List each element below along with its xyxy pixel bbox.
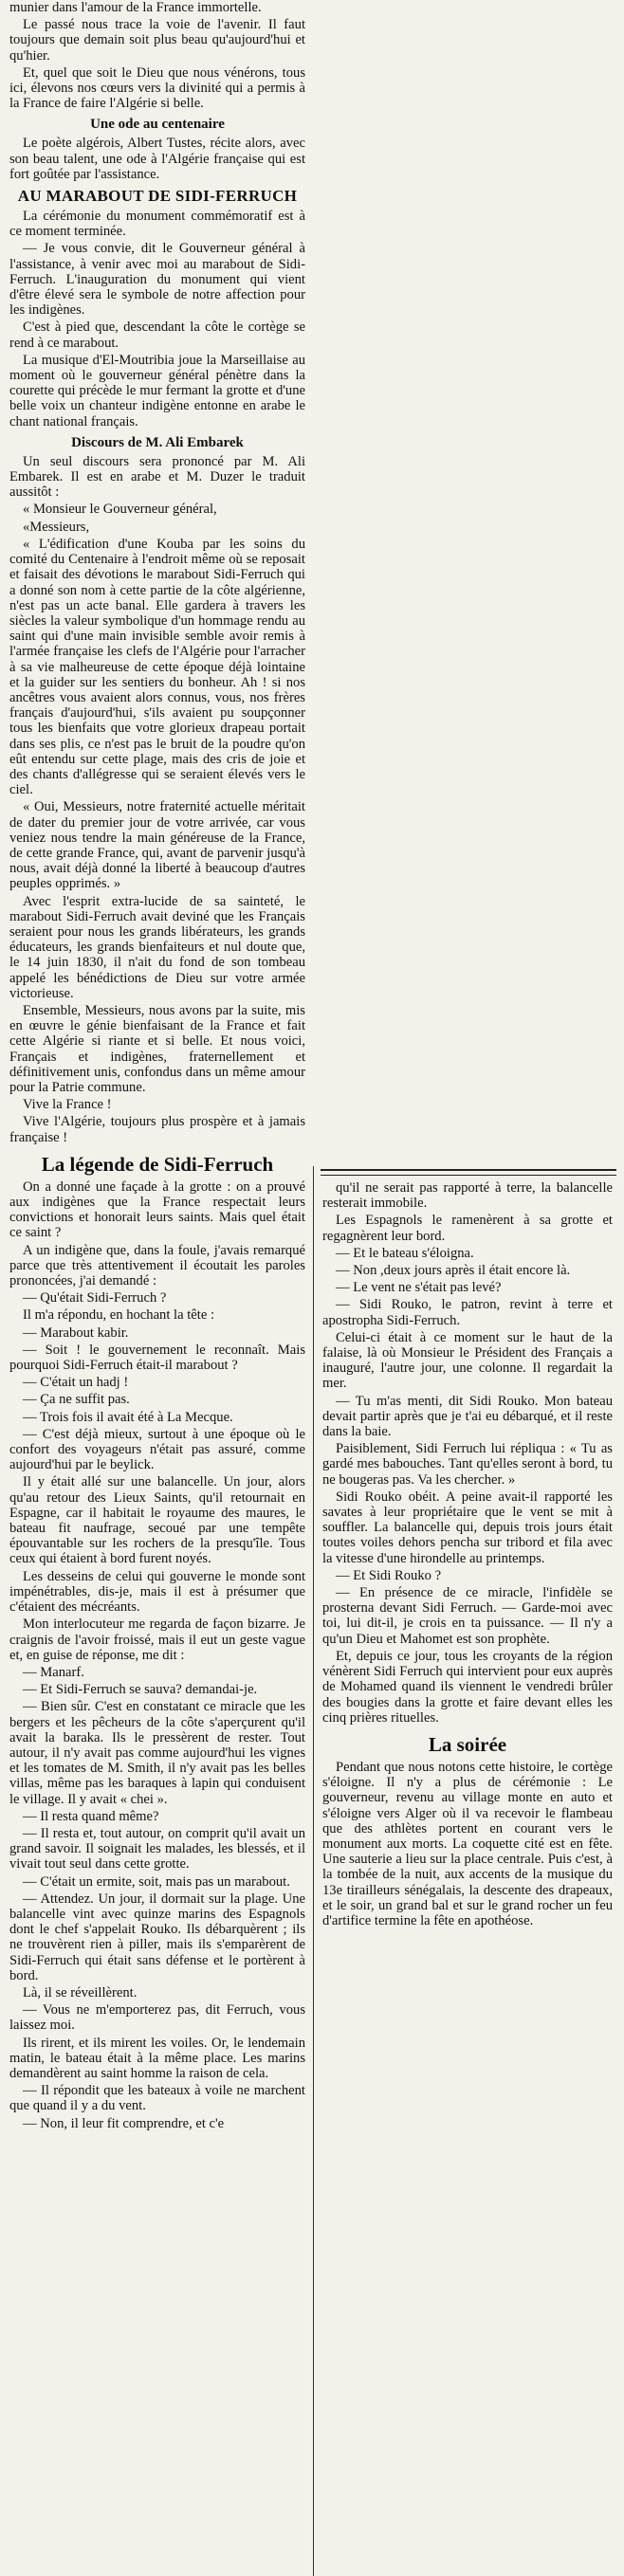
article-paragraph: — Ça ne suffit pas.	[23, 1392, 130, 1408]
legende-heading: La légende de Sidi-Ferruch	[41, 1152, 274, 1176]
article-paragraph: La musique d'El-Moutribia joue la Marseillaise au moment où le gouverneur général pénètre dans la courette qui précède le mur fermant la grotte et d'une belle voix un chanteur indigène entonne en arabe le chant national français.	[9, 352, 305, 429]
article-paragraph: — Je vous convie, dit le Gouverneur général à l'assistance, à venir avec moi au marabout de Sidi-Ferruch. L'inauguration du monument qui vient d'être élevé sera le symbole de notre affection pour les indigènes.	[9, 241, 305, 319]
article-paragraph: Mon interlocuteur me regarda de façon bizarre. Je craignis de l'avoir froissé, mais il eut un geste vague et, en guise de réponse, me dit :	[9, 1617, 305, 1663]
left-column	[9, 0, 305, 2576]
article-paragraph: «Messieurs,	[23, 519, 90, 535]
article-paragraph: « L'édification d'une Kouba par les soins du comité du Centenaire à l'endroit même où se reposait et faisait des dévotions le marabout Sidi-Ferruch qui a donné son nom à cette partie de la côte algérienne, n'est pas un acte banal. Elle gardera à travers les siècles la valeur symbolique d'un hommage rendu au saint qui d'une main invisible semble avoir remis à l'armée française les clefs de l'Algérie pour l'arracher à sa vie malheureuse de cette époque déjà lointaine et la guider sur les sentiers du bonheur. Ah ! si nos ancêtres vous avaient alors connus, vous, nos frères français d'aujourd'hui, s'ils avaient pu soupçonner tous les bienfaits que votre glorieux drapeau portait dans ses plis, ce n'est pas le bruit de la poudre qu'on eût entendu sur cette plage, mais des cris de joie et des chants d'allégresse qui se seraient élevés vers le ciel.	[9, 536, 305, 798]
intro-paragraph: Le passé nous trace la voie de l'avenir. Il faut toujours que demain soit plus beau qu'aujourd'hui et qu'hier.	[9, 17, 305, 64]
soiree-paragraph: Pendant que nous notons cette histoire, le cortège s'éloigne. Il n'y a plus de cérémonie : Le gouverneur, revenu au village monte en auto et s'éloigne vers Alger où il va recevoir le flambeau que des athlètes portent en courant vers le monument aux morts. La coquette cité est en fête. Une sauterie a lieu sur la place centrale. Puis c'est, à la tombée de la nuit, aux accents de la musique du 13e tirailleurs sénégalais, la descente des drapeaux, et le soir, un grand bal et sur le grand rocher un feu d'artifice termine la fête en apothéose.	[322, 1759, 613, 1928]
article-paragraph: Un seul discours sera prononcé par M. Ali Embarek. Il est en arabe et M. Duzer le traduit aussitôt :	[9, 453, 305, 501]
legende-section	[9, 1179, 305, 2131]
ode-heading: Une ode au centenaire	[90, 117, 225, 133]
article-paragraph: qu'il ne serait pas rapporté à terre, la balancelle resterait immobile.	[322, 1180, 613, 1212]
article-paragraph: Avec l'esprit extra-lucide de sa sainteté, le marabout Sidi-Ferruch avait deviné que les Français seraient pour nous les grands libérateurs, les grands éducateurs, les grands bienfaiteurs et nul doute que, le 14 juin 1830, il n'ait du fond de son tombeau appelé les bénédictions de Dieu sur votre armée victorieuse.	[9, 893, 305, 1001]
marabout-heading: AU MARABOUT DE SIDI-FERRUCH	[17, 187, 298, 206]
article-paragraph: Sidi Rouko obéit. A peine avait-il rapporté les savates à leur propriétaire que le vent se mit à souffler. La balancelle qui, depuis trois jours était toutes voiles dehors pencha sur tribord et fila avec la vitesse d'une hirondelle au printemps.	[322, 1489, 613, 1566]
ode-paragraph: Le poète algérois, Albert Tustes, récite alors, avec son beau talent, une ode à l'Algérie française qui est fort goûtée par l'assistance.	[9, 136, 305, 182]
discours-section	[9, 454, 305, 1145]
article-paragraph: — C'est déjà mieux, surtout à une époque où le confort des voyageurs n'était pas assuré, comme aujourd'hui par le beylick.	[9, 1426, 305, 1473]
article-paragraph: — Trois fois il avait été à La Mecque.	[23, 1409, 233, 1425]
article-paragraph: Vive la France !	[23, 1097, 112, 1113]
continuation-section	[322, 1180, 613, 1726]
article-paragraph: — Tu m'as menti, dit Sidi Rouko. Mon bateau devait partir après que je t'ai eu débarqué, et il reste dans la baie.	[322, 1393, 613, 1440]
article-paragraph: Paisiblement, Sidi Ferruch lui répliqua : « Tu as gardé mes babouches. Tant qu'elles seront à bord, tu ne bougeras pas. Va les chercher. »	[322, 1441, 613, 1488]
article-paragraph: — Non, il leur fit comprendre, et c'e	[23, 2115, 225, 2131]
article-paragraph: — Et le bateau s'éloigna.	[336, 1245, 474, 1261]
article-paragraph: Il m'a répondu, en hochant la tête :	[23, 1307, 215, 1324]
column-top-rule	[321, 1169, 616, 1176]
article-paragraph: — Il resta et, tout autour, on comprit qu'il avait un grand savoir. Il soignait les malades, les blessés, et il vivait tout seul dans cette grotte.	[9, 1825, 305, 1873]
article-paragraph: — Attendez. Un jour, il dormait sur la plage. Une balancelle vint avec quinze marins des Espagnols dont le chef s'appelait Rouko. Ils débarquèrent ; ils ne trouvèrent rien à piller, mais ils s'emparèrent de Sidi-Ferruch qui était sans défense et le portèrent à bord.	[9, 1891, 305, 1983]
article-paragraph: — Sidi Rouko, le patron, revint à terre et apostropha Sidi-Ferruch.	[322, 1297, 613, 1328]
intro-paragraph: Et, quel que soit le Dieu que nous vénérons, tous ici, élevons nos cœurs vers la divinité qui a permis à la France de faire l'Algérie si belle.	[9, 64, 305, 112]
article-paragraph: Ensemble, Messieurs, nous avons par la suite, mis en œuvre le génie bienfaisant de la France et fait cette Algérie si riante et si belle. Et nous voici, Français et indigènes, fraternellement et définitivement unis, confondus dans un même amour pour la Patrie commune.	[9, 1002, 305, 1095]
article-paragraph: Et, depuis ce jour, tous les croyants de la région vénèrent Sidi Ferruch qui intervient pour eux auprès de Mohamed quand ils viennent le vendredi brûler des bougies dans la grotte et faire devant elles les cinq prières rituelles.	[322, 1648, 613, 1726]
article-paragraph: — Soit ! le gouvernement le reconnaît. Mais pourquoi Sidi-Ferruch était-il marabout ?	[9, 1342, 305, 1374]
article-paragraph: Vive l'Algérie, toujours plus prospère et à jamais française !	[9, 1114, 305, 1145]
article-paragraph: « Monsieur le Gouverneur général,	[23, 502, 217, 518]
article-paragraph: — Et Sidi-Ferruch se sauva? demandai-je.	[23, 1682, 258, 1698]
article-paragraph: On a donné une façade à la grotte : on a prouvé aux indigènes que la France respectait leurs convictions et honorait leurs saints. Mais quel était ce saint ?	[9, 1178, 305, 1241]
article-paragraph: — Il répondit que les bateaux à voile ne marchent que quand il y a du vent.	[9, 2083, 305, 2114]
article-paragraph: C'est à pied que, descendant la côte le cortège se rend à ce marabout.	[9, 320, 305, 351]
article-paragraph: — Non ,deux jours après il était encore là.	[336, 1263, 571, 1279]
article-paragraph: — Et Sidi Rouko ?	[336, 1567, 442, 1583]
article-paragraph: Il y était allé sur une balancelle. Un jour, alors qu'au retour des Lieux Saints, qu'il retournait en Espagne, car il habitait le royaume des maures, le bateau fit naufrage, secoué par une tempête épouvantable sur les rochers de la presqu'île. Tous ceux qui étaient à bord furent noyés.	[9, 1474, 305, 1567]
article-paragraph: Les desseins de celui qui gouverne le monde sont impénétrables, dis-je, mais il est à présumer que c'étaient des mécréants.	[9, 1568, 305, 1616]
article-paragraph: — Marabout kabir.	[23, 1325, 129, 1341]
article-paragraph: Ils rirent, et ils mirent les voiles. Or, le lendemain matin, le bateau était à la même place. Les marins demandèrent au saint homme la raison de cela.	[9, 2035, 305, 2081]
article-paragraph: — C'était un hadj !	[23, 1375, 129, 1391]
intro-paragraph: munier dans l'amour de la France immortelle.	[9, 0, 262, 15]
article-paragraph: — En présence de ce miracle, l'infidèle se prosterna devant Sidi Ferruch. — Garde-moi avec toi, lui dit-il, je crois en ta puissance. — Il n'y a qu'un Dieu et Mahomet est son prophète.	[322, 1585, 613, 1647]
article-paragraph: — Bien sûr. C'est en constatant ce miracle que les bergers et les pêcheurs de la côte s'aperçurent qu'il avait la baraka. Ils le pressèrent de rester. Tout autour, il n'y avait pas comme aujourd'hui les vignes et les tomates de M. Smith, il n'y avait pas les belles villas, même pas les baraques à lapin qui conduisent le village. Il y avait « chei ».	[9, 1699, 305, 1807]
right-column	[322, 1180, 613, 2576]
column-divider	[313, 1166, 314, 2576]
intro-section	[9, 0, 305, 111]
article-paragraph: — Qu'était Sidi-Ferruch ?	[23, 1290, 167, 1306]
article-paragraph: Les Espagnols le ramenèrent à sa grotte et regagnèrent leur bord.	[322, 1213, 613, 1244]
discours-heading: Discours de M. Ali Embarek	[71, 434, 244, 450]
marabout-section	[9, 209, 305, 429]
article-paragraph: — C'était un ermite, soit, mais pas un marabout.	[23, 1873, 290, 1890]
article-paragraph: Là, il se réveillèrent.	[23, 1984, 138, 2001]
article-paragraph: — Il resta quand même?	[23, 1808, 159, 1824]
article-paragraph: A un indigène que, dans la foule, j'avais remarqué parce que très attentivement il écoutait les paroles prononcées, j'ai demandé :	[9, 1242, 305, 1289]
article-paragraph: — Vous ne m'emporterez pas, dit Ferruch, vous laissez moi.	[9, 2002, 305, 2034]
article-paragraph: Celui-ci était à ce moment sur le haut de la falaise, là où Monsieur le Président des Français a inauguré, l'autre jour, une colonne. Il regardait la mer.	[322, 1329, 613, 1392]
article-paragraph: — Manarf.	[23, 1664, 84, 1680]
article-paragraph: La cérémonie du monument commémoratif est à ce moment terminée.	[9, 209, 305, 240]
article-paragraph: — Le vent ne s'était pas levé?	[336, 1280, 502, 1296]
article-paragraph: « Oui, Messieurs, notre fraternité actuelle méritait de dater du premier jour de votre arrivée, car vous veniez nous tendre la main généreuse de la France, de cette grande France, qui, avant de parvenir jusqu'à nous, avait déjà donné la liberté à beaucoup d'autres peuples opprimés. »	[9, 799, 305, 892]
soiree-heading: La soirée	[428, 1732, 507, 1756]
